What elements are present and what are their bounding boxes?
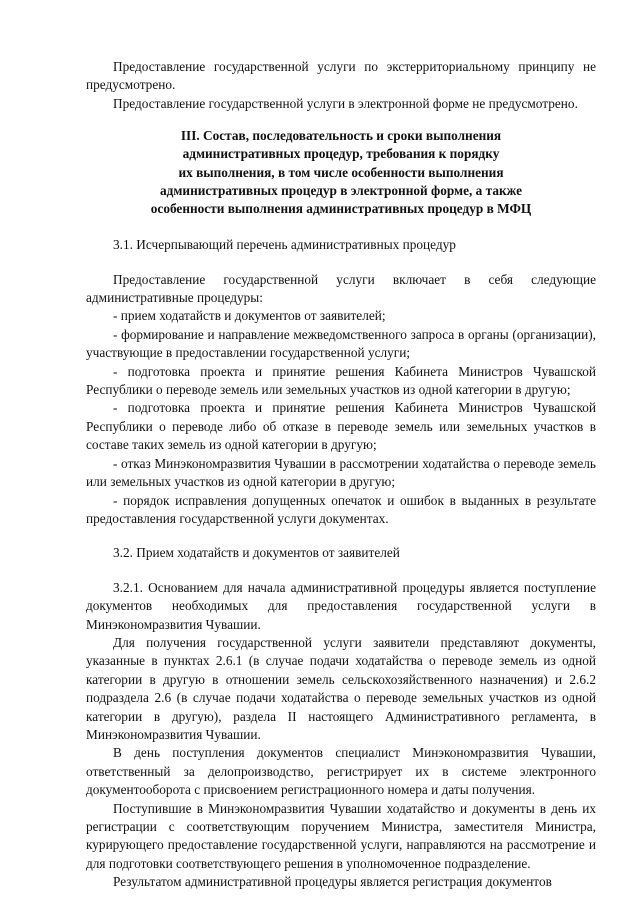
body-paragraph: Поступившие в Минэкономразвития Чувашии ходатайство и документы в день их регистрации с соответствующим поручением Министра, заместителя Министра, курирующего предоставление государственной услуги, направляются на рассмотрение и для подготовки соответствующего решения в уполномоченное подразделение. xyxy=(86,800,596,871)
section-heading-line: административных процедур в электронной форме, а также xyxy=(159,182,522,198)
list-item: - порядок исправления допущенных опечаток и ошибок в выданных в результате предоставления государственной услуги документах. xyxy=(86,492,596,526)
list-item: - отказ Минэкономразвития Чувашии в рассмотрении ходатайства о переводе земель или земельных участков из одной категории в другую; xyxy=(86,455,596,490)
subsection-3-1-title: 3.1. Исчерпывающий перечень административных процедур xyxy=(113,237,456,253)
list-item: - подготовка проекта и принятие решения Кабинета Министров Чувашской Республики о переводе либо об отказе в переводе земель или земельных участков в составе таких земель из одной категории в другую; xyxy=(86,400,596,453)
body-paragraph: Результатом административной процедуры является регистрация документов xyxy=(113,874,552,890)
body-paragraph: В день поступления документов специалист Минэкономразвития Чувашии, ответственный за делопроизводство, регистрирует их в системе электронного документооборота с присвоением регистрационного номера и даты получения. xyxy=(86,745,596,798)
intro-paragraph-1: Предоставление государственной услуги по экстерриториальному принципу не предусмотрено. xyxy=(86,59,596,93)
subsection-3-2-title: 3.2. Прием ходатайств и документов от заявителей xyxy=(113,545,400,561)
section-heading-line: III. Состав, последовательность и сроки выполнения xyxy=(180,128,502,144)
section-heading-line: административных процедур, требования к порядку xyxy=(182,146,500,162)
section-heading-line: особенности выполнения административных процедур в МФЦ xyxy=(150,201,532,217)
body-paragraph: Для получения государственной услуги заявители представляют документы, указанные в пунктах 2.6.1 (в случае подачи ходатайства о переводе земель из одной категории в другую в отношении земель сельскохозяйственного назначения) и 2.6.2 подраздела 2.6 (в случае подачи ходатайства о переводе земельных участков из одной категории в другую), раздела II настоящего Административного регламента, в Минэкономразвития Чувашии. xyxy=(86,634,596,742)
section-heading-line: их выполнения, в том числе особенности выполнения xyxy=(178,164,504,180)
procedures-lead: Предоставление государственной услуги включает в себя следующие административные процедуры: xyxy=(86,271,596,306)
section-heading xyxy=(86,127,596,218)
intro-paragraph-2: Предоставление государственной услуги в электронной форме не предусмотрено. xyxy=(113,95,578,111)
list-item: - прием ходатайств и документов от заявителей; xyxy=(113,308,386,324)
list-item: - подготовка проекта и принятие решения Кабинета Министров Чувашской Республики о переводе земель или земельных участков из одной категории в другую; xyxy=(86,363,596,398)
body-paragraph: 3.2.1. Основанием для начала административной процедуры является поступление документов необходимых для предоставления государственной услуги в Минэкономразвития Чувашии. xyxy=(86,579,596,632)
list-item: - формирование и направление межведомственного запроса в органы (организации), участвующие в предоставлении государственной услуги; xyxy=(86,326,596,361)
